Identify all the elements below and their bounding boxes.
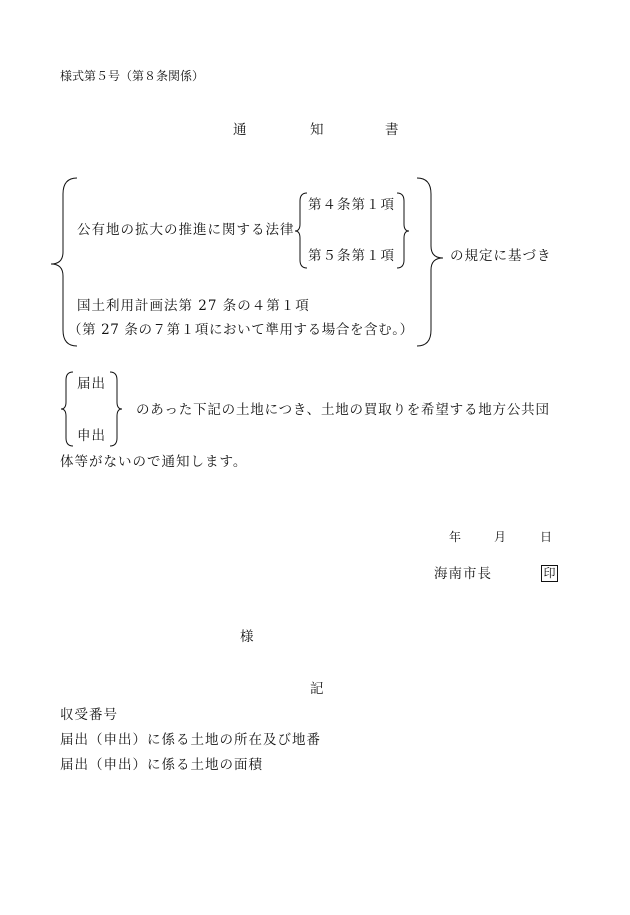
law-article-b: 第５条第１項 <box>308 248 395 264</box>
record-item: 届出（申出）に係る土地の面積 <box>60 757 263 773</box>
record-heading: 記 <box>310 681 325 697</box>
addressee-honorific: 様 <box>240 629 255 645</box>
form-label: 様式第５号（第８条関係） <box>60 69 205 83</box>
law-article-a: 第４条第１項 <box>308 197 395 213</box>
right-brace-articles <box>397 193 409 268</box>
right-brace-notice <box>110 372 122 446</box>
option-moushide: 申出 <box>77 428 106 444</box>
date-year: 年 <box>449 530 462 544</box>
date-month: 月 <box>494 530 507 544</box>
record-item: 収受番号 <box>60 707 118 723</box>
law-suffix: の規定に基づき <box>450 248 552 264</box>
land-plan-note: （第 27 条の７第１項において準用する場合を含む。） <box>68 322 414 338</box>
land-plan-law: 国土利用計画法第 27 条の４第１項 <box>77 298 310 314</box>
date-day: 日 <box>540 530 553 544</box>
left-brace-notice <box>61 372 73 446</box>
left-brace-large <box>51 178 77 346</box>
record-item: 届出（申出）に係る土地の所在及び地番 <box>60 732 321 748</box>
law-name: 公有地の拡大の推進に関する法律 <box>77 222 295 238</box>
seal-stamp: 印 <box>541 565 558 582</box>
right-brace-large <box>417 178 443 346</box>
notice-text-line1: のあった下記の土地につき、土地の買取りを希望する地方公共団 <box>136 402 550 418</box>
option-todokede: 届出 <box>77 376 106 392</box>
title-char-1: 通 <box>233 122 248 138</box>
title-char-3: 書 <box>385 122 400 138</box>
title-char-2: 知 <box>310 122 325 138</box>
notice-text-line2: 体等がないので通知します。 <box>60 454 248 470</box>
issuer-name: 海南市長 <box>434 566 492 582</box>
left-brace-articles <box>295 193 307 268</box>
